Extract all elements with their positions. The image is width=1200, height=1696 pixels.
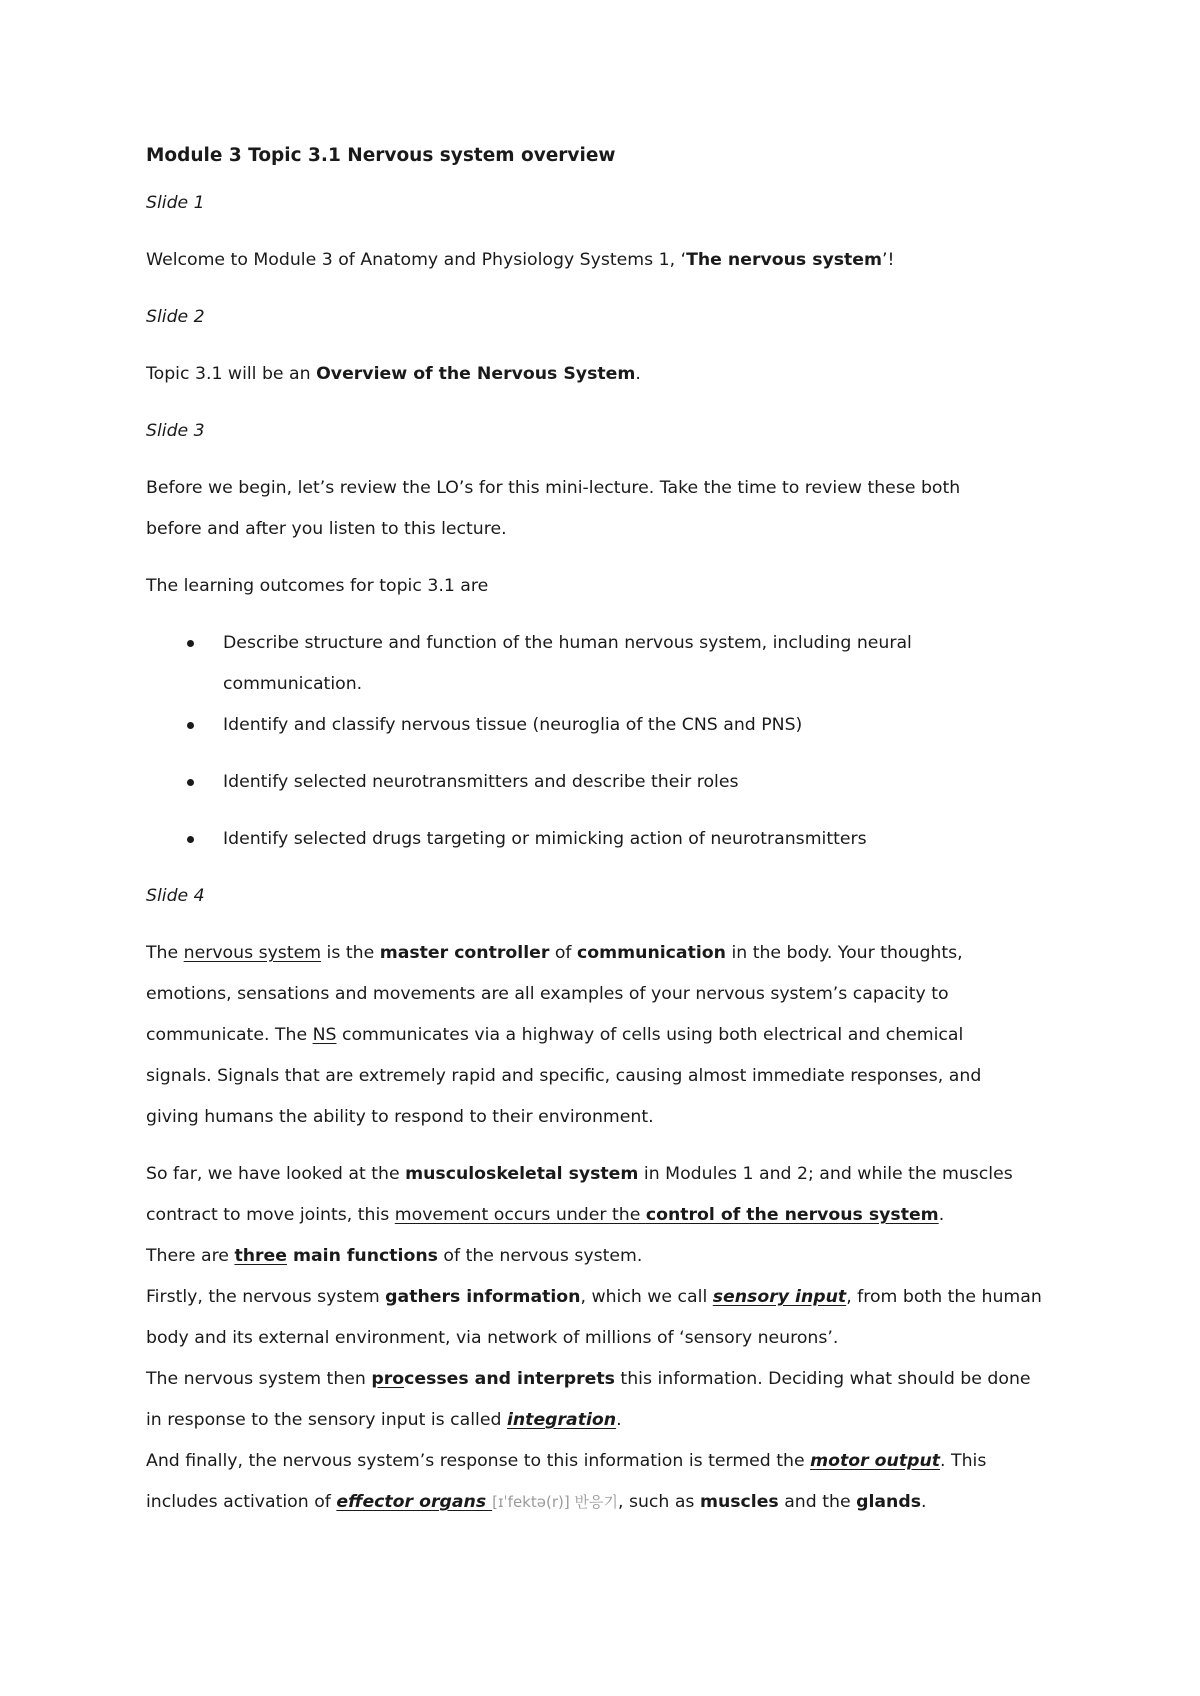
bullet-2-icon <box>187 722 194 729</box>
p2-line-3: There are three main functions of the nervous system. <box>146 1246 643 1266</box>
slide-3-label: Slide 3 <box>146 421 205 441</box>
slide-1-label: Slide 1 <box>146 193 205 213</box>
slide-4-label: Slide 4 <box>146 886 205 906</box>
p1-line-1: The nervous system is the master controller of communication in the body. Your thoughts, <box>146 943 963 963</box>
p2-line-5: body and its external environment, via network of millions of ‘sensory neurons’. <box>146 1328 839 1348</box>
slide-2-label: Slide 2 <box>146 307 205 327</box>
p2-line-6: The nervous system then processes and interprets this information. Deciding what should be done <box>146 1369 1031 1389</box>
p2-line-4: Firstly, the nervous system gathers information, which we call sensory input, from both the human <box>146 1287 1042 1307</box>
bullet-3-icon <box>187 779 194 786</box>
bullet-1-icon <box>187 640 194 647</box>
slide-3-line-1: Before we begin, let’s review the LO’s for this mini-lecture. Take the time to review these both <box>146 478 961 498</box>
p2-line-9: includes activation of effector organs [ɪˈfektə(r)] 반응기, such as muscles and the glands. <box>146 1492 927 1512</box>
p1-line-2: emotions, sensations and movements are all examples of your nervous system’s capacity to <box>146 984 949 1004</box>
bullet-4-icon <box>187 836 194 843</box>
p2-line-8: And finally, the nervous system’s response to this information is termed the motor output. This <box>146 1451 987 1471</box>
p1-line-5: giving humans the ability to respond to their environment. <box>146 1107 654 1127</box>
outcome-1: Describe structure and function of the human nervous system, including neural <box>223 633 912 653</box>
outcome-2: Identify and classify nervous tissue (neuroglia of the CNS and PNS) <box>223 715 803 735</box>
outcomes-intro: The learning outcomes for topic 3.1 are <box>146 576 489 596</box>
p1-line-4: signals. Signals that are extremely rapid and specific, causing almost immediate responses, and <box>146 1066 982 1086</box>
outcome-3: Identify selected neurotransmitters and describe their roles <box>223 772 739 792</box>
p2-line-1: So far, we have looked at the musculoskeletal system in Modules 1 and 2; and while the muscles <box>146 1164 1013 1184</box>
outcome-1-continued: communication. <box>223 674 363 694</box>
outcome-4: Identify selected drugs targeting or mimicking action of neurotransmitters <box>223 829 867 849</box>
slide-2-text: Topic 3.1 will be an Overview of the Nervous System. <box>146 364 641 384</box>
p2-line-7: in response to the sensory input is called integration. <box>146 1410 622 1430</box>
p2-line-2: contract to move joints, this movement occurs under the control of the nervous system. <box>146 1205 945 1225</box>
p1-line-3: communicate. The NS communicates via a highway of cells using both electrical and chemical <box>146 1025 964 1045</box>
document-title: Module 3 Topic 3.1 Nervous system overview <box>146 145 616 166</box>
slide-3-line-2: before and after you listen to this lecture. <box>146 519 507 539</box>
phonetic-annotation: [ɪˈfektə(r)] 반응기 <box>492 1493 618 1511</box>
slide-1-text: Welcome to Module 3 of Anatomy and Physiology Systems 1, ‘The nervous system’! <box>146 250 895 270</box>
